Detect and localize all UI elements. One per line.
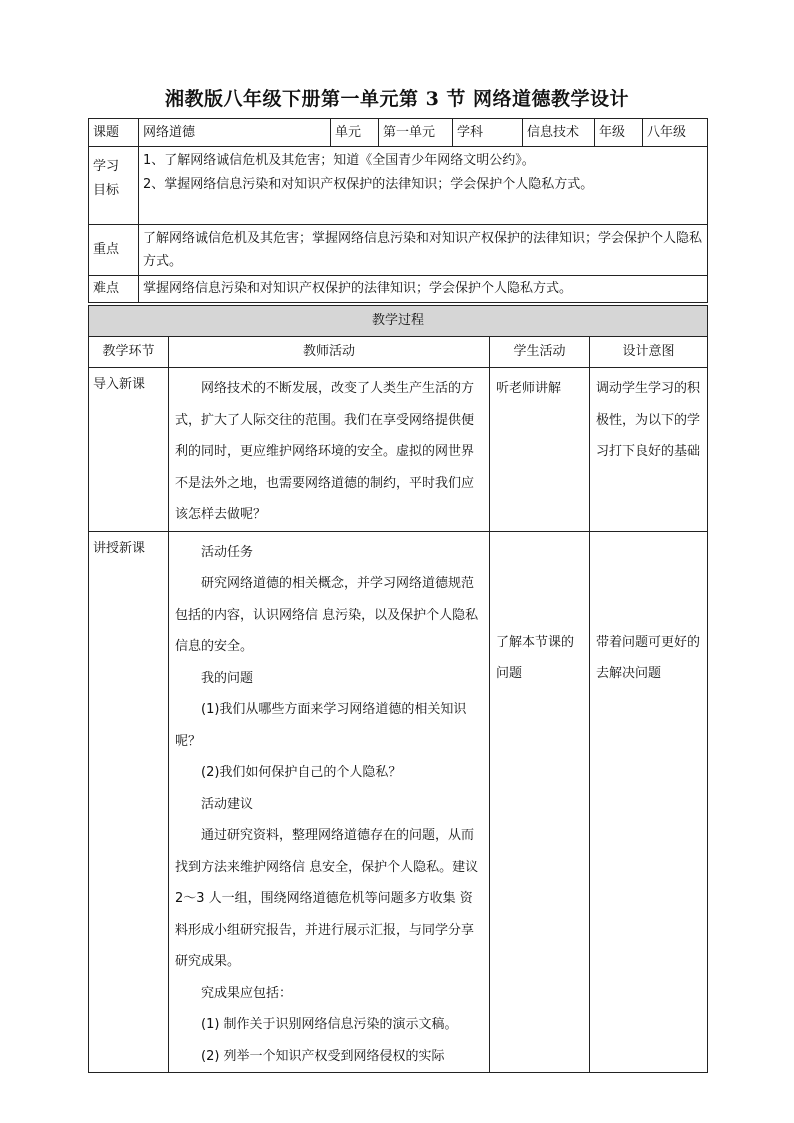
new-lesson-stage: 讲授新课 [89, 531, 169, 1073]
difficulties-text: 掌握网络信息污染和对知识产权保护的法律知识；学会保护个人隐私方式。 [139, 276, 708, 303]
teacher-result-2: (2) 列举一个知识产权受到网络侵权的实际 [201, 1048, 445, 1064]
grade-label: 年级 [595, 119, 643, 147]
subject-value: 信息技术 [523, 119, 595, 147]
goals-content [139, 147, 708, 225]
teacher-suggestion-heading: 活动建议 [201, 796, 254, 812]
teacher-question-2: (2)我们如何保护自己的个人隐私？ [201, 765, 402, 780]
page-title: 湘教版八年级下册第一单元第 3 节 网络道德教学设计 [164, 88, 630, 110]
key-points-label: 重点 [89, 225, 139, 276]
difficulties-label: 难点 [89, 276, 139, 303]
teacher-result-1: (1) 制作关于识别网络信息污染的演示文稿。 [201, 1017, 458, 1032]
new-lesson-design-text: 带着问题可更好的去解决问题 [596, 634, 701, 681]
topic-label: 课题 [89, 119, 139, 147]
new-lesson-student-text: 了解本节课的问题 [496, 634, 575, 681]
teacher-activity-task-heading: 活动任务 [201, 544, 254, 560]
teacher-my-question-heading: 我的问题 [201, 670, 254, 686]
subject-label: 学科 [453, 119, 523, 147]
key-points-text: 了解网络诚信危机及其危害；掌握网络信息污染和对知识产权保护的法律知识；学会保护个人隐私方式。 [139, 225, 708, 276]
teacher-activity-task-text: 研究网络道德的相关概念，并学习网络道德规范包括的内容，认识网络信 息污染，以及保护个人隐私信息的安全。 [175, 576, 479, 654]
col-header-teacher: 教师活动 [169, 337, 490, 368]
intro-stage: 导入新课 [89, 368, 169, 532]
teacher-suggestion-text: 通过研究资料，整理网络道德存在的问题，从而找到方法来维护网络信 息安全，保护个人隐私。建议 2～3 人一组，围绕网络道德危机等问题多方收集 资料形成小组研究报告，并进行展示汇报，与同学分享研究成果。 [175, 828, 479, 969]
unit-value: 第一单元 [379, 119, 453, 147]
goals-label-line2: 目标 [93, 183, 120, 198]
process-header: 教学过程 [89, 306, 708, 337]
teaching-process-table [88, 305, 708, 1073]
intro-teacher-text: 网络技术的不断发展，改变了人类生产生活的方式，扩大了人际交往的范围。我们在享受网络提供便利的同时，更应维护网络环境的安全。虚拟的网世界不是法外之地，也需要网络道德的制约，平时我们应该怎样去做呢？ [175, 381, 475, 522]
teacher-results-heading: 究成果应包括： [201, 985, 293, 1001]
intro-student: 听老师讲解 [490, 368, 590, 532]
intro-teacher [169, 368, 490, 532]
col-header-design: 设计意图 [590, 337, 708, 368]
col-header-stage: 教学环节 [89, 337, 169, 368]
col-header-student: 学生活动 [490, 337, 590, 368]
lesson-info-table [88, 118, 708, 303]
unit-label: 单元 [331, 119, 379, 147]
topic-value: 网络道德 [139, 119, 331, 147]
goals-label [89, 147, 139, 225]
grade-value: 八年级 [643, 119, 708, 147]
new-lesson-student [490, 531, 590, 1073]
new-lesson-design [590, 531, 708, 1073]
goals-label-line1: 学习 [93, 159, 120, 174]
goal-item-1: 1、了解网络诚信危机及其危害；知道《全国青少年网络文明公约》。 [143, 153, 535, 168]
goal-item-2: 2、掌握网络信息污染和对知识产权保护的法律知识；学会保护个人隐私方式。 [143, 177, 594, 192]
new-lesson-teacher [169, 531, 490, 1073]
teacher-question-1: (1)我们从哪些方面来学习网络道德的相关知识呢？ [175, 702, 467, 749]
intro-design: 调动学生学习的积极性，为以下的学习打下良好的基础 [590, 368, 708, 532]
